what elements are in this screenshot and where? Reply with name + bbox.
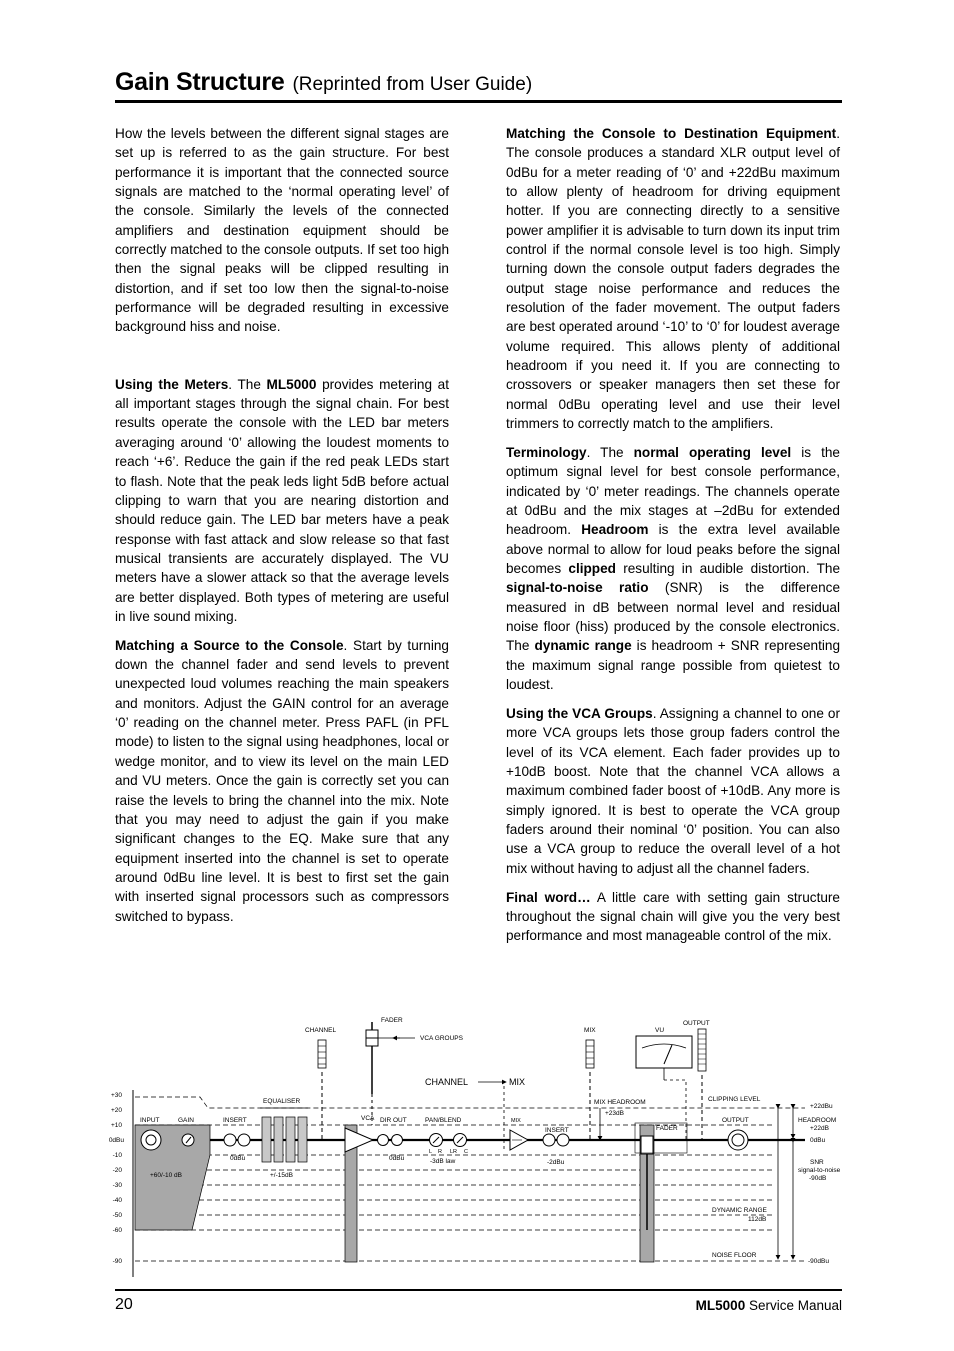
stage-dynamic-range-value: 112dB [748,1216,767,1223]
meters-text-a: . The [228,376,267,392]
term-text-3: is the extra level available above normal to allow for loud peaks before the signal becomes [506,522,841,577]
manual-title [696,1298,842,1313]
scale-label: +20 [110,1107,122,1114]
stage-insert: INSERT [223,1117,247,1124]
channel-meter-icon [318,1040,326,1068]
stage-mix-insert: INSERT [545,1127,569,1134]
label-output-meter: OUTPUT [683,1020,710,1027]
destination-heading: Matching the Console to Destination Equipment [506,126,837,141]
label-mix-meter: MIX [584,1027,596,1034]
output-meter-icon [698,1029,706,1071]
scale-label: -60 [112,1227,122,1234]
source-paragraph [115,636,449,926]
scale-label: -10 [112,1152,122,1159]
stage-eq-range: +/-15dB [270,1172,293,1179]
insert-send-icon [224,1134,236,1146]
dir-out-icon [378,1135,389,1146]
title-subtitle: (Reprinted from User Guide) [292,74,533,95]
manual-brand: ML5000 [695,1298,746,1313]
vca-heading: Using the VCA Groups [506,705,653,721]
title-rule [115,100,842,103]
left-column [115,124,449,935]
meters-paragraph [115,375,449,626]
stage-insert-level: 0dBu [230,1155,246,1162]
mix-insert-send-icon [543,1134,555,1146]
stage-pan-c: C [464,1149,468,1155]
final-heading: Final word… [506,889,591,905]
vu-meter-icon [636,1036,692,1068]
term-bold-1: normal operating level [633,445,792,460]
right-snr: SNR [810,1159,824,1166]
right-headroom: HEADROOM [798,1117,837,1124]
meters-brand: ML5000 [266,376,317,392]
term-text-1: . The [586,445,634,460]
stage-pan-law: -3dB law [430,1158,456,1165]
scale-label: +30 [110,1092,122,1099]
stage-dir-out-level: 0dBu [389,1155,405,1162]
term-text-4: resulting in audible distortion. The [615,561,840,577]
stage-mix: MIX [511,1118,521,1124]
scale-label: +10 [110,1122,122,1129]
manual-suffix: Service Manual [745,1298,842,1313]
terminology-paragraph [506,443,840,694]
stage-output: OUTPUT [722,1117,749,1124]
mix-meter-icon [586,1040,594,1068]
meters-text-b: provides metering at all important stages through the signal chain. For best results operate the console with the LED bar meters averaging around ‘0’ allowing the loudest moments to reach ‘+6’. Reduce the gain if the red peak LEDs start to flash. Note that the peak leds light 5dB before actual clipping to warn that you are nearing distortion and should reduce gain. The LED bar meters have a peak response with fast attack and slow release so that fast musical transients are accurately displayed. The VU meters have a slower attack so that the average levels are better displayed. Both types of metering are useful in live sound mixing. [115,376,449,624]
label-fader: FADER [381,1017,403,1024]
scale-label: -30 [112,1182,122,1189]
stage-vca: VCA [361,1115,375,1122]
stage-dynamic-range: DYNAMIC RANGE [712,1207,767,1214]
right-snr-desc: signal-to-noise [798,1167,841,1174]
stage-pan-l: L [429,1149,433,1155]
destination-text: . The console produces a standard XLR output level of 0dBu for a meter reading of ‘0’ and +22dBu maximum to allow plenty of headroom for driving equipment hotter. If you are connecting directly to a sensitive power amplifier it is advisable to turn down its input trim control if the normal console level is too high. Simply turning down the console output faders degrades the output stage noise performance and reduces the resolution of the fader movement. The output faders are best operated around ‘-10’ to ‘0’ for loudest average volume required. This allows plenty of additional headroom if you need it. If you are connecting to crossovers or speaker managers then set these for normal 0dBu operating level and use their level trimmers to correctly match to the amplifiers. [506,126,840,432]
stage-noise-floor: NOISE FLOOR [712,1252,757,1259]
vca-text: . Assigning a channel to one or more VCA groups lets those group faders control the level of its VCA element. Each fader provides up to +10dB boost. Note that the channel VCA allows a maximum combined fader boost of +10dB. Any more is simply ignored. It is best to operate the VCA group faders around their nominal ‘0’ position. You can also use a VCA group to reduce the overall level of a hot mix without having to adjust all the channel faders. [506,705,840,876]
final-paragraph [506,888,840,946]
intro-paragraph: How the levels between the different signal stages are set up is referred to as the gain structure. For best performance it is important that the connected source signals are matched to the ‘normal operating level’ of the console. Similarly the levels of the connected amplifiers and destination equipment should be correctly matched to the console outputs. If set too high then the signal peaks will be clipped resulting in distortion, and if set too low then the signal-to-noise performance will be degraded resulting in excessive background hiss and noise. [115,126,449,335]
footer-rule [115,1289,842,1291]
vca-icon [345,1128,373,1152]
label-channel: CHANNEL [305,1027,337,1034]
right-zero: 0dBu [810,1137,826,1144]
stage-dir-out: DIR OUT [380,1117,407,1124]
stage-labels [140,1096,768,1259]
destination-paragraph [506,124,840,434]
stage-pan-lr: LR [450,1149,458,1155]
terminology-heading: Terminology [506,445,587,460]
insert-return-icon [238,1134,250,1146]
dir-out-icon-2 [392,1135,403,1146]
term-bold-4: signal-to-noise ratio [506,580,649,596]
stage-clipping-level: CLIPPING LEVEL [708,1096,761,1103]
source-text: . Start by turning down the channel fader and send levels to prevent unexpected loud volumes reaching the main speakers and monitors. Adjust the GAIN control for an average ‘0’ reading on the channel meter. Press PAFL (in PFL mode) to listen to the signal using headphones, local or wedge monitor, and to view its level on the main LED and VU meters. Once the gain is correctly set you can raise the levels to bring the channel into the mix. Note that you may need to adjust the gain if you make significant changes to the EQ. Make sure that any equipment inserted into the channel is set to operate around 0dBu line level. It is best to first set the gain with inserted signal processors such as compressors switched to bypass. [115,637,449,924]
stage-pan-blend: PAN/BLEND [425,1117,462,1124]
scale-label: -90 [112,1258,122,1265]
scale-labels [109,1092,125,1265]
label-vu: VU [655,1027,665,1034]
stage-gain: GAIN [178,1117,194,1124]
scale-label: -40 [112,1197,122,1204]
term-text-6: is headroom + SNR representing the maximum signal range possible from quietest to loudest. [506,638,841,693]
right-snr-value: -90dB [809,1175,827,1182]
label-vca-groups: VCA GROUPS [420,1035,463,1042]
input-connector-icon [141,1130,161,1150]
master-fader-knob-icon [641,1136,653,1154]
source-heading: Matching a Source to the Console [115,637,344,653]
right-plus22: +22dBu [810,1103,833,1110]
stage-input: INPUT [140,1117,160,1124]
scale-label: -20 [112,1167,122,1174]
scale-label: 0dBu [108,1137,124,1144]
term-text-2: is the optimum signal level for best console performance, indicated by ‘0’ meter readings. The channels operate at 0dBu and the mix stages at –2dBu for extended headroom. [506,445,840,538]
vca-paragraph [506,704,840,878]
term-text-5: (SNR) is the difference measured in dB between normal level and residual noise floor (hiss) produced by the console electronics. The [506,580,841,654]
output-connector-icon [728,1130,748,1150]
final-text: A little care with setting gain structure throughout the signal chain will give you the very best performance and most manageable control of the mix. [506,889,840,944]
path-label-channel: CHANNEL [425,1077,469,1087]
stage-pan-r: R [438,1149,442,1155]
stage-mix-headroom: MIX HEADROOM [594,1099,646,1106]
term-bold-3: clipped [568,561,616,577]
right-headroom-value: +22dB [810,1125,829,1132]
stage-fader: FADER [656,1125,678,1132]
stage-gain-range: +60/-10 dB [150,1172,182,1179]
meters-heading: Using the Meters [115,376,229,392]
stage-equaliser: EQUALISER [263,1098,301,1105]
stage-mix-headroom-value: +23dB [605,1110,624,1117]
page-number: 20 [115,1296,133,1313]
right-column [506,124,840,955]
term-bold-2: Headroom [581,522,649,538]
scale-label: -50 [112,1212,122,1219]
stage-mix-insert-level: -2dBu [547,1159,565,1166]
right-labels [798,1103,841,1265]
right-minus90: -90dBu [808,1258,829,1265]
gain-structure-diagram [100,1012,860,1280]
mix-insert-return-icon [557,1134,569,1146]
path-label-mix: MIX [509,1077,526,1087]
title-main: Gain Structure [115,68,285,96]
term-bold-5: dynamic range [534,638,632,654]
page-title [115,68,532,97]
